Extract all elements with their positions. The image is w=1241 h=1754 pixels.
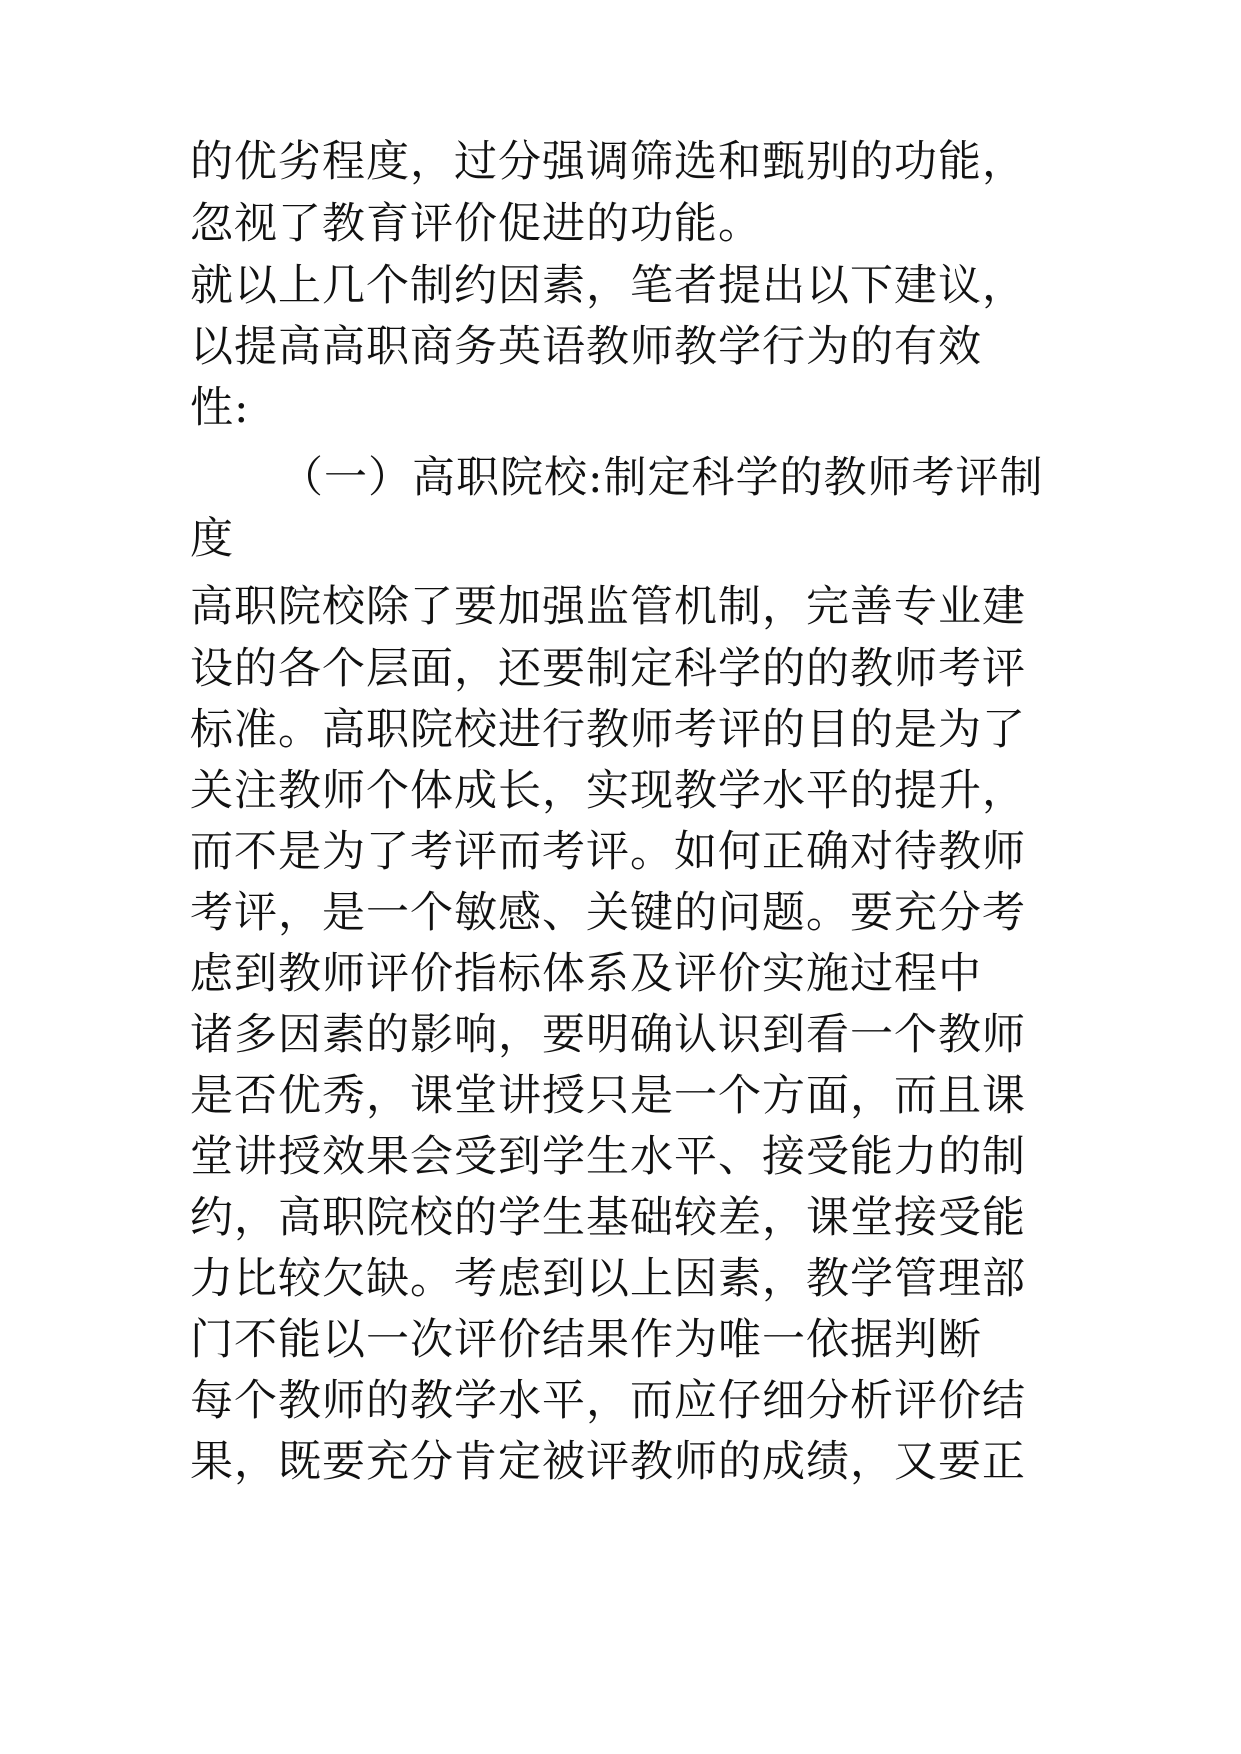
text-line: 性: [190,383,250,433]
text-line: 而不是为了考评而考评。如何正确对待教师 [190,827,1026,877]
text-line: 忽视了教育评价促进的功能。 [190,199,762,249]
text-line: 的优劣程度，过分强调筛选和甄别的功能， [190,137,1026,187]
text-line: 诸多因素的影响，要明确认识到看一个教师 [190,1010,1026,1060]
text-line: 标准。高职院校进行教师考评的目的是为了 [190,705,1026,755]
text-line: 考评，是一个敏感、关键的问题。要充分考 [190,888,1026,938]
text-line: 堂讲授效果会受到学生水平、接受能力的制 [190,1132,1026,1182]
text-line: 是否优秀，课堂讲授只是一个方面，而且课 [190,1071,1026,1121]
section-heading-continued: 度 [190,514,234,564]
text-line: 每个教师的教学水平，而应仔细分析评价结 [190,1376,1026,1426]
text-line: 门不能以一次评价结果作为唯一依据判断 [190,1315,982,1365]
text-line: 高职院校除了要加强监管机制，完善专业建 [190,582,1026,632]
text-line: 以提高高职商务英语教师教学行为的有效 [190,322,982,372]
text-line: 设的各个层面，还要制定科学的的教师考评 [190,644,1026,694]
text-line: 虑到教师评价指标体系及评价实施过程中 [190,949,982,999]
text-line: 力比较欠缺。考虑到以上因素，教学管理部 [190,1254,1026,1304]
text-line: 约，高职院校的学生基础较差，课堂接受能 [190,1193,1026,1243]
section-heading: （一）高职院校:制定科学的教师考评制 [280,453,1044,503]
text-line: 就以上几个制约因素，笔者提出以下建议， [190,261,1026,311]
text-line: 果，既要充分肯定被评教师的成绩，又要正 [190,1437,1026,1487]
text-line: 关注教师个体成长，实现教学水平的提升， [190,766,1026,816]
